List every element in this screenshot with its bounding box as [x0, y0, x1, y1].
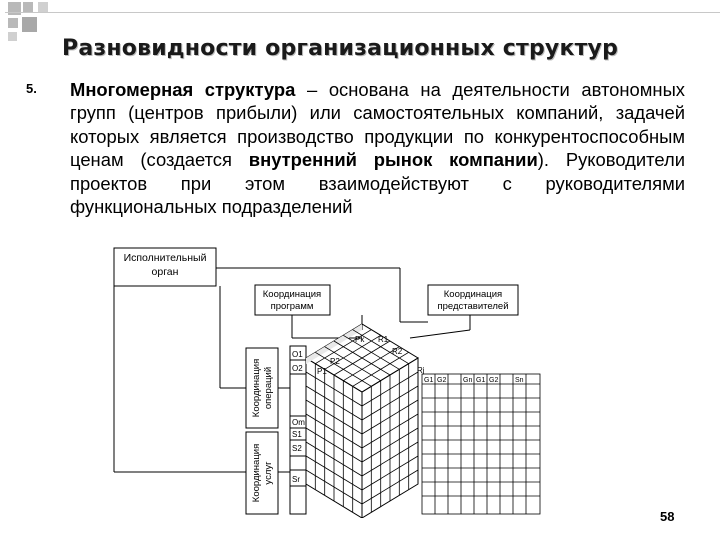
executive-label-1: Исполнительный [123, 252, 207, 264]
left-label-s1: S1 [292, 430, 302, 439]
term-bold: Многомерная структура [70, 79, 296, 100]
services-coord-label-1: Координация [251, 443, 262, 503]
rep-coord-label-2: представителей [437, 301, 509, 312]
left-label-sr: Sr [292, 475, 300, 484]
page-number: 58 [660, 509, 675, 524]
slide-title: Разновидности организационных структур [62, 36, 619, 61]
right-header-g1: G1 [424, 377, 434, 384]
title-divider [5, 12, 720, 13]
top-label-r2: R2 [392, 347, 403, 356]
services-coord-label-2: услуг [263, 461, 274, 485]
top-label-rj: Rj [417, 366, 425, 375]
body-paragraph [70, 78, 685, 218]
left-label-o2: O2 [292, 364, 303, 373]
rep-coord-label-1: Координация [443, 289, 503, 300]
emphasis-bold: внутренний рынок компании [248, 149, 538, 171]
top-label-p2: P2 [330, 357, 340, 366]
multidimensional-structure-diagram [100, 238, 560, 518]
right-grid-panel [422, 374, 540, 514]
left-label-om: Om [292, 418, 305, 427]
corner-decoration [0, 0, 70, 45]
top-label-p1: P1 [317, 367, 327, 376]
ops-coord-label-2: операций [263, 366, 274, 410]
executive-label-2: орган [151, 266, 179, 278]
left-label-o1: O1 [292, 350, 303, 359]
paragraph-part2: ). Руководители проектов при этом взаимодействуют с руководителями функциональных подразделений [70, 149, 685, 218]
program-coord-label-1: Координация [262, 289, 322, 300]
right-header-sn: Sn [515, 377, 524, 384]
program-coord-label-2: программ [270, 301, 314, 312]
paragraph-part1: – основана на деятельности автономных групп (центров прибыли) или самостоятельных компаний, задачей которых является производство продукции по конкурентоспособным ценам (создается [70, 79, 685, 171]
top-label-pk: Pk [355, 335, 365, 344]
right-header-g2b: G2 [489, 377, 499, 384]
right-header-gn: Gn [463, 377, 473, 384]
left-label-s2: S2 [292, 444, 302, 453]
top-label-r1: R1 [378, 335, 389, 344]
list-item-number: 5. [26, 81, 37, 96]
ops-coord-label-1: Координация [251, 358, 262, 418]
right-header-g2: G2 [437, 377, 447, 384]
right-header-g1b: G1 [476, 377, 486, 384]
